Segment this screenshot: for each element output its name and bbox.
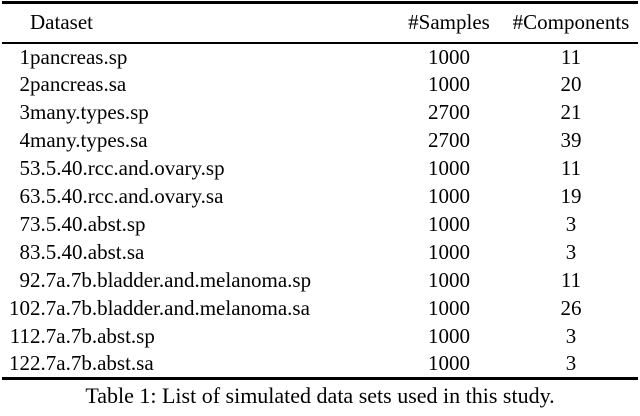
components-value: 3 <box>565 212 577 236</box>
samples-value: 1000 <box>428 268 470 292</box>
row-index: 11 <box>9 324 30 348</box>
table-row <box>2 183 638 211</box>
table-head <box>2 3 638 43</box>
dataset-name: 3.5.40.rcc.and.ovary.sa <box>30 184 224 208</box>
table-row <box>2 155 638 183</box>
row-index: 5 <box>19 156 30 180</box>
samples-value: 1000 <box>428 184 470 208</box>
table-row <box>2 71 638 99</box>
dataset-name: 2.7a.7b.bladder.and.melanoma.sp <box>30 268 312 292</box>
dataset-name: 2.7a.7b.abst.sp <box>30 324 155 348</box>
col-header-samples: #Samples <box>408 10 490 35</box>
table-row <box>2 127 638 155</box>
components-value: 3 <box>565 351 577 376</box>
components-value: 19 <box>560 184 582 208</box>
row-index: 8 <box>19 240 30 264</box>
table-row <box>2 267 638 295</box>
row-index: 6 <box>19 184 30 208</box>
components-value: 26 <box>560 296 582 320</box>
row-index: 7 <box>19 212 30 236</box>
dataset-name: pancreas.sa <box>30 72 127 96</box>
col-header-components: #Components <box>512 10 630 35</box>
table-row <box>2 211 638 239</box>
datasets-table <box>2 1 638 380</box>
dataset-name: 3.5.40.rcc.and.ovary.sp <box>30 156 225 180</box>
table-caption: Table 1: List of simulated data sets used in this study. <box>85 382 555 408</box>
samples-value: 1000 <box>428 351 470 376</box>
col-header-dataset: Dataset <box>30 10 93 35</box>
table-row <box>2 351 638 379</box>
table-row <box>2 99 638 127</box>
components-value: 21 <box>560 100 582 124</box>
row-index: 9 <box>19 268 30 292</box>
table-header-row <box>2 3 638 43</box>
table-row <box>2 323 638 351</box>
samples-value: 1000 <box>428 240 470 264</box>
samples-value: 1000 <box>428 72 470 96</box>
table-row <box>2 295 638 323</box>
samples-value: 1000 <box>428 324 470 348</box>
dataset-name: 2.7a.7b.abst.sa <box>30 351 154 376</box>
dataset-name: 3.5.40.abst.sa <box>30 240 145 264</box>
row-index: 1 <box>19 44 30 69</box>
components-value: 3 <box>565 240 577 264</box>
table-body <box>2 43 638 379</box>
components-value: 11 <box>560 268 582 292</box>
row-index: 2 <box>19 72 30 96</box>
samples-value: 1000 <box>428 156 470 180</box>
samples-value: 1000 <box>428 212 470 236</box>
dataset-name: many.types.sp <box>30 100 149 124</box>
dataset-name: many.types.sa <box>30 128 148 152</box>
samples-value: 1000 <box>428 44 470 69</box>
dataset-name: 2.7a.7b.bladder.and.melanoma.sa <box>30 296 310 320</box>
components-value: 39 <box>560 128 582 152</box>
components-value: 20 <box>560 72 582 96</box>
samples-value: 2700 <box>428 100 470 124</box>
components-value: 11 <box>560 44 582 69</box>
components-value: 3 <box>565 324 577 348</box>
dataset-name: pancreas.sp <box>30 44 128 69</box>
table-row <box>2 43 638 71</box>
row-index: 12 <box>9 351 30 376</box>
row-index: 10 <box>9 296 30 320</box>
samples-value: 2700 <box>428 128 470 152</box>
table-row <box>2 239 638 267</box>
components-value: 11 <box>560 156 582 180</box>
samples-value: 1000 <box>428 296 470 320</box>
dataset-name: 3.5.40.abst.sp <box>30 212 146 236</box>
row-index: 4 <box>19 128 30 152</box>
col-header-index-spacer <box>2 3 30 43</box>
row-index: 3 <box>19 100 30 124</box>
